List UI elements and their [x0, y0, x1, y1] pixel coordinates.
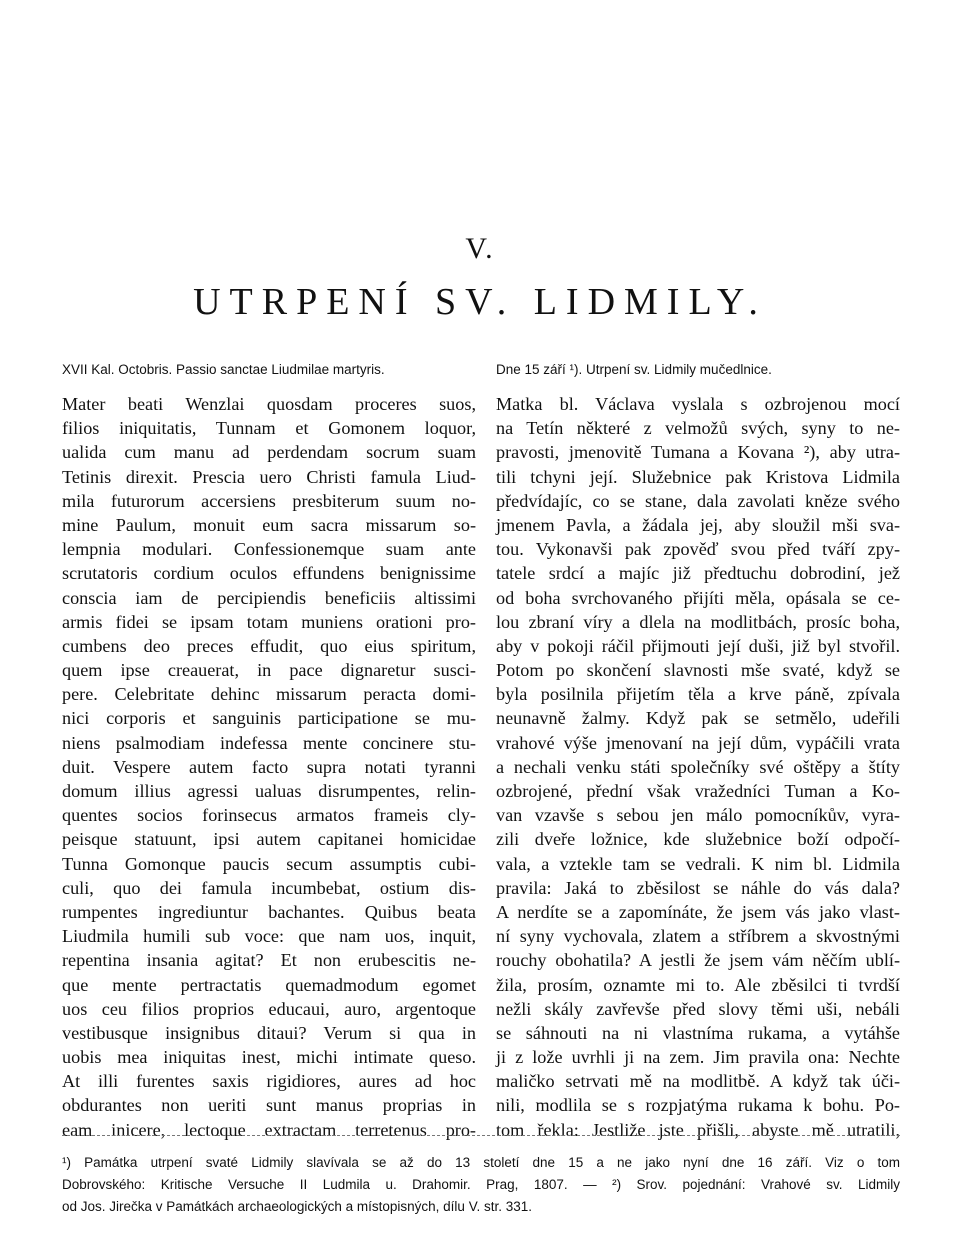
czech-line: ozbrojené, přední však vražedníci Tuman a Ko-: [496, 781, 900, 801]
latin-line: uos ceu filios proprios educaui, auro, argentoque: [62, 998, 476, 1019]
latin-line: niens psalmodiam indefessa mente concinere stu-: [62, 732, 476, 753]
czech-line: tili tchyni její. Služebnice pak Kristova Lidmila: [496, 466, 900, 487]
czech-line: Matka bl. Václava vyslala s ozbrojenou mocí: [496, 394, 900, 414]
latin-line: eam inicere, lectoque extractam terretenus pro-: [62, 1119, 476, 1140]
latin-line: pere. Celebritate dehinc missarum peracta domi-: [62, 684, 476, 705]
latin-line: ualida cum manu ad perdendam socrum suam: [62, 442, 476, 463]
czech-line: vrahové výše jmenovaní na její dům, vypáčili vrata: [496, 732, 900, 753]
czech-line: zili dveře ložnice, kde služebnice boží odpočí-: [496, 829, 900, 850]
czech-line: nili, modlila se s rozpjatýma rukama k bohu. Po-: [496, 1095, 900, 1116]
latin-line: Liudmila humili sub voce: que nam uos, inquit,: [62, 926, 476, 947]
czech-line: aby v pokoji ráčil přijmouti její duši, již byl stvořil.: [496, 635, 900, 656]
latin-line: Tunna Gomonque paucis secum assumptis cubi-: [62, 853, 476, 874]
czech-line: A nerdíte se a zapomínáte, že jsem vás jako vlast-: [496, 901, 900, 922]
latin-line: armis fidei se ipsam totam muniens orationi pro-: [62, 611, 476, 632]
chapter-title: UTRPENÍ SV. LIDMILY.: [193, 281, 767, 323]
latin-text: [62, 392, 476, 1142]
latin-line: peisque statuunt, ipsi autem capitanei homicidae: [62, 829, 476, 850]
footnote: [62, 1152, 900, 1218]
chapter-number: V.: [465, 232, 495, 265]
latin-line: quem ipse creauerat, in pace dignaretur susci-: [62, 660, 476, 681]
czech-line: a nechali venku státi společníky své oštěpy a štíty: [496, 756, 900, 777]
latin-line: uobis mea iniquitas inest, michi intimate queso.: [62, 1047, 476, 1068]
czech-line: van vzavše s sebou jen málo pomocníkův, vyra-: [496, 805, 900, 826]
czech-line: nežli skály zavřevše před slovy těmi uši, nebáli: [496, 998, 900, 1019]
latin-line: culi, quo dei famula incumbebat, ostium dis-: [62, 877, 476, 898]
footnote-divider: [62, 1135, 900, 1136]
czech-line: předvídajíc, co se stane, dala zavolati kněze svého: [496, 490, 900, 511]
czech-line: jmenem Pavla, a žádala jej, aby sloužil mši sva-: [496, 514, 900, 535]
czech-line: byla posilnila přijetím těla a krve páně, zpívala: [496, 684, 900, 705]
latin-line: repentina insania agitat? Et non erubescitis ne-: [62, 950, 476, 971]
czech-line: rouchy obohatila? A jestli že jsem vám něčím ublí-: [496, 950, 900, 971]
czech-line: žila, prosím, oznamte mi to. Ale zběsilci ti tvrdší: [496, 974, 900, 995]
czech-line: lou zbraní víry a dlela na modlitbách, prosíc boha,: [496, 611, 900, 632]
footnote-line: ¹) Památka utrpení svaté Lidmily slavívala se až do 13 století dne 15 a ne jako nyní dne 16 září. Viz o tom: [62, 1155, 900, 1170]
latin-line: filios iniquitatis, Tunnam et Gomonem loquor,: [62, 418, 476, 439]
latin-line: mila futurorum accersiens presbiterum suum no-: [62, 490, 476, 511]
latin-line: conscia iam de percipiendis beneficiis altissimi: [62, 587, 476, 608]
czech-line: na Tetín některé z velmožů svých, syny to ne-: [496, 418, 900, 439]
czech-line: vala, a vztekle tam se vedrali. K nim bl. Lidmila: [496, 853, 900, 874]
czech-line: maličko setrvati mě na modlitbě. A když tak úči-: [496, 1071, 900, 1092]
latin-line: nici corporis et sanguinis participatione se mu-: [62, 708, 476, 729]
latin-line: duit. Vespere autem facto supra notati tyranni: [62, 756, 476, 777]
latin-line: que mente pertractatis quemadmodum egomet: [62, 974, 476, 995]
latin-heading: XVII Kal. Octobris. Passio sanctae Liudmilae martyris.: [62, 362, 385, 377]
czech-heading: Dne 15 září ¹). Utrpení sv. Lidmily mučedlnice.: [496, 362, 772, 377]
latin-line: scrutatoris cordium oculos effundens benignissime: [62, 563, 476, 584]
latin-line: mine Paulum, monuit eum sacra missarum so-: [62, 514, 476, 535]
latin-line: Tetinis direxit. Prescia uero Christi famula Liud-: [62, 466, 476, 487]
czech-line: Potom po skončení slavnosti mše svaté, když se: [496, 660, 900, 681]
footnote-line: Dobrovského: Kritische Versuche II Ludmila u. Drahomir. Prag, 1807. — ²) Srov. pojednání: Vrahové sv. Lidmily: [62, 1177, 900, 1192]
czech-line: pravila: Jaká to zběsilost se náhle do vás dala?: [496, 877, 900, 898]
latin-line: obdurantes non ueriti sunt manus proprias in: [62, 1095, 476, 1116]
czech-line: neunavně žalmy. Když pak se setmělo, udeřili: [496, 708, 900, 729]
latin-line: Mater beati Wenzlai quosdam proceres suos,: [62, 394, 476, 414]
latin-line: rumpentes ingrediuntur bachantes. Quibus beata: [62, 901, 476, 922]
czech-line: tatele srdcí a majíc již předtuchu dobrodiní, jež: [496, 563, 900, 584]
czech-line: ní syny vychovala, zlatem a stříbrem a skvostnými: [496, 926, 900, 947]
latin-line: vestibusque insignibus ditaui? Verum si qua in: [62, 1022, 476, 1043]
czech-line: tou. Vykonavši pak zpověď svou před tváří zpy-: [496, 539, 900, 560]
latin-line: quentes socios forinsecus armatos frameis cly-: [62, 805, 476, 826]
footnote-line: od Jos. Jirečka v Památkách archaeologických a místopisných, dílu V. str. 331.: [62, 1199, 532, 1214]
czech-line: od boha svrchovaného přijíti měla, opásala se ce-: [496, 587, 900, 608]
czech-line: tom řekla: Jestliže jste přišli, abyste mě utratili,: [496, 1119, 900, 1140]
czech-text: [496, 392, 900, 1142]
latin-line: cumbens deo preces effudit, quo eius spiritum,: [62, 635, 476, 656]
latin-line: At illi furentes saxis rigidiores, aures ad hoc: [62, 1071, 476, 1092]
latin-line: domum illius agressi ualuas disrumpentes, relin-: [62, 781, 476, 801]
czech-line: se sáhnouti na ni vlastníma rukama, a vytáhše: [496, 1022, 900, 1043]
latin-line: lempnia modulari. Confessionemque suam ante: [62, 539, 476, 560]
czech-line: ji z lože uvrhli ji na zem. Jim pravila ona: Nechte: [496, 1047, 900, 1068]
czech-line: pravosti, jmenovitě Tumana a Kovana ²), aby utra-: [496, 442, 900, 463]
